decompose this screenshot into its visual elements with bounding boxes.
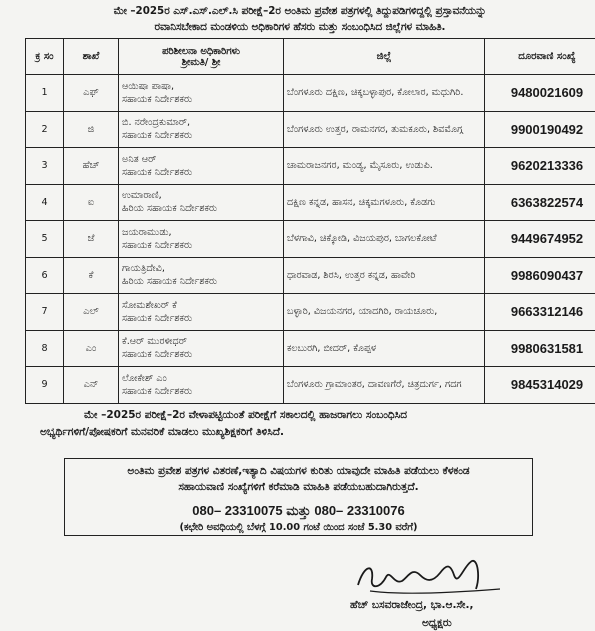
cell-districts: ಬೆಳಗಾವಿ, ಚಿಕ್ಕೋಡಿ, ವಿಜಯಪುರ, ಬಾಗಲಕೋಟೆ xyxy=(284,221,485,258)
cell-districts: ಧಾರವಾಡ, ಶಿರಸಿ, ಉತ್ತರ ಕನ್ನಡ, ಹಾವೇರಿ xyxy=(284,257,485,294)
table-row xyxy=(26,257,595,294)
officer-name: ಆಯಿಷಾ ಪಾಷಾ, xyxy=(122,80,175,92)
header-officer-sub: ಶ್ರೀಮತಿ/ ಶ್ರೀ xyxy=(181,56,221,68)
header-sno: ಕ್ರ ಸಂ xyxy=(26,39,64,75)
cell-officer xyxy=(119,367,284,404)
table-header-row xyxy=(26,39,595,75)
table-row xyxy=(26,367,595,404)
helpline-box xyxy=(64,458,533,536)
signatory-title: ಅಧ್ಯಕ್ಷರು xyxy=(422,617,452,629)
cell-section: ಐ xyxy=(64,184,119,221)
paragraph-line-2: ಅಭ್ಯರ್ಥಿಗಳಿಗೆ/ಪೋಷಕರಿಗೆ ಮನವರಿಕೆ ಮಾಡಲು ಮುಖ್ಯಶಿಕ್ಷಕರಿಗೆ ತಿಳಿಸಿದೆ. xyxy=(40,426,285,438)
table-row xyxy=(26,221,595,258)
cell-phone: 9845314029 xyxy=(485,367,595,404)
cell-section: ಕೆ xyxy=(64,257,119,294)
signatory-name: ಹೆಚ್ ಬಸವರಾಜೇಂದ್ರ, ಭಾ.ಆ.ಸೇ., xyxy=(350,599,474,611)
helpline-line-2: ಸಹಾಯವಾಣಿ ಸಂಖ್ಯೆಗಳಿಗೆ ಕರೆಮಾಡಿ ಮಾಹಿತಿ ಪಡೆಯಬಹುದಾಗಿರುತ್ತದೆ. xyxy=(178,481,419,493)
officer-name: ಉಮಾರಾಣಿ, xyxy=(122,190,162,202)
paragraph-line-1: ಮೇ –2025ರ ಪರೀಕ್ಷೆ–2ರ ವೇಳಾಪಟ್ಟಿಯಂತೆ ಪರೀಕ್ಷೆಗೆ ಸಕಾಲದಲ್ಲಿ ಹಾಜರಾಗಲು ಸಂಬಂಧಿಸಿದ xyxy=(84,409,408,421)
cell-districts: ಬೆಂಗಳೂರು ಉತ್ತರ, ರಾಮನಗರ, ತುಮಕೂರು, ಶಿವಮೊಗ್ಗ xyxy=(284,111,485,148)
cell-phone: 9900190492 xyxy=(485,111,595,148)
officer-title: ಸಹಾಯಕ ನಿರ್ದೇಶಕರು xyxy=(122,93,193,105)
officer-title: ಸಹಾಯಕ ನಿರ್ದೇಶಕರು xyxy=(122,312,193,324)
table-row xyxy=(26,111,595,148)
table-row xyxy=(26,330,595,367)
cell-section: ಜೆ xyxy=(64,221,119,258)
cell-officer xyxy=(119,184,284,221)
cell-sno: 6 xyxy=(26,257,64,294)
heading-line-1: ಮೇ –2025ರ ಎಸ್.ಎಸ್.ಎಲ್.ಸಿ ಪರೀಕ್ಷೆ–2ರ ಅಂತಿಮ ಪ್ರವೇಶ ಪತ್ರಗಳಲ್ಲಿ ತಿದ್ದುಪಡಿಗಳಿದ್ದಲ್ಲಿ ಪ್ರಸ್ತಾವನೆಯನ್ನು xyxy=(113,5,487,17)
table-row xyxy=(26,294,595,331)
cell-districts: ದಕ್ಷಿಣ ಕನ್ನಡ, ಹಾಸನ, ಚಿಕ್ಕಮಗಳೂರು, ಕೊಡಗು xyxy=(284,184,485,221)
officer-title: ಸಹಾಯಕ ನಿರ್ದೇಶಕರು xyxy=(122,166,193,178)
table-row xyxy=(26,184,595,221)
cell-sno: 3 xyxy=(26,148,64,185)
officer-name: ಕೆ.ಆರ್ ಮುರಳೀಧರ್ xyxy=(122,336,187,348)
office-hours: (ಕಛೇರಿ ಅವಧಿಯಲ್ಲಿ ಬೆಳಗ್ಗೆ 10.00 ಗಂಟೆ ಯಿಂದ ಸಂಜೆ 5.30 ವರೆಗೆ) xyxy=(179,522,418,533)
cell-section: ಎಂ xyxy=(64,330,119,367)
officer-name: ಅನಿತ ಆರ್ xyxy=(122,153,157,165)
instruction-paragraph xyxy=(40,407,580,441)
cell-districts: ಬಳ್ಳಾರಿ, ವಿಜಯನಗರ, ಯಾದಗಿರಿ, ರಾಯಚೂರು, xyxy=(284,294,485,331)
header-section: ಶಾಖೆ xyxy=(64,39,119,75)
cell-phone: 9980631581 xyxy=(485,330,595,367)
cell-sno: 5 xyxy=(26,221,64,258)
cell-section: ಎಲ್ xyxy=(64,294,119,331)
header-officer xyxy=(119,39,284,75)
cell-phone: 9449674952 xyxy=(485,221,595,258)
cell-phone: 9620213336 xyxy=(485,148,595,185)
cell-section: ಹೆಚ್ xyxy=(64,148,119,185)
cell-officer xyxy=(119,294,284,331)
cell-phone: 9480021609 xyxy=(485,75,595,112)
officer-title: ಸಹಾಯಕ ನಿರ್ದೇಶಕರು xyxy=(122,239,193,251)
cell-phone: 6363822574 xyxy=(485,184,595,221)
cell-sno: 1 xyxy=(26,75,64,112)
header-phone: ದೂರವಾಣಿ ಸಂಖ್ಯೆ xyxy=(485,39,595,75)
cell-officer xyxy=(119,221,284,258)
heading-line-2: ರವಾನಿಸಬೇಕಾದ ಮಂಡಳಿಯ ಅಧಿಕಾರಿಗಳ ಹೆಸರು ಮತ್ತು ಸಂಬಂಧಿಸಿದ ಜಿಲ್ಲೆಗಳ ಮಾಹಿತಿ. xyxy=(154,21,446,33)
officer-name: ಬಿ. ನರೇಂದ್ರಕುಮಾರ್, xyxy=(122,117,191,129)
officer-title: ಹಿರಿಯ ಸಹಾಯಕ ನಿರ್ದೇಶಕರು xyxy=(122,203,218,215)
table-row xyxy=(26,75,595,112)
officer-title: ಸಹಾಯಕ ನಿರ್ದೇಶಕರು xyxy=(122,385,193,397)
header-officer-label: ಪರಿಶೀಲನಾ ಅಧಿಕಾರಿಗಳು xyxy=(162,45,240,57)
cell-section: ಜಿ xyxy=(64,111,119,148)
cell-section: ಎಫ್ xyxy=(64,75,119,112)
header-district: ಜಿಲ್ಲೆ xyxy=(284,39,485,75)
cell-section: ಎನ್ xyxy=(64,367,119,404)
officer-name: ಗಾಯತ್ರಿದೇವಿ, xyxy=(122,263,165,275)
cell-districts: ಬೆಂಗಳೂರು ದಕ್ಷಿಣ, ಚಿಕ್ಕಬಳ್ಳಾಪುರ, ಕೋಲಾರ, ಮಧುಗಿರಿ. xyxy=(284,75,485,112)
signature-image xyxy=(350,555,510,599)
cell-phone: 9663312146 xyxy=(485,294,595,331)
cell-sno: 8 xyxy=(26,330,64,367)
cell-sno: 7 xyxy=(26,294,64,331)
cell-sno: 4 xyxy=(26,184,64,221)
cell-officer xyxy=(119,148,284,185)
officer-title: ಸಹಾಯಕ ನಿರ್ದೇಶಕರು xyxy=(122,130,193,142)
cell-districts: ಕಲಬುರಗಿ, ಬೀದರ್, ಕೊಪ್ಪಳ xyxy=(284,330,485,367)
helpline-phones: 080– 23310075 ಮತ್ತು 080– 23310076 xyxy=(192,503,405,518)
cell-officer xyxy=(119,111,284,148)
cell-phone: 9986090437 xyxy=(485,257,595,294)
table-row xyxy=(26,148,595,185)
helpline-line-1: ಅಂತಿಮ ಪ್ರವೇಶ ಪತ್ರಗಳ ವಿತರಣೆ,ಇತ್ಯಾದಿ ವಿಷಯಗಳ ಕುರಿತು ಯಾವುದೇ ಮಾಹಿತಿ ಪಡೆಯಲು ಕೆಳಕಂಡ xyxy=(127,465,470,477)
officer-title: ಹಿರಿಯ ಸಹಾಯಕ ನಿರ್ದೇಶಕರು xyxy=(122,276,218,288)
cell-districts: ಬೆಂಗಳೂರು ಗ್ರಾಮಾಂತರ, ದಾವಣಗೆರೆ, ಚಿತ್ರದುರ್ಗ, ಗದಗ xyxy=(284,367,485,404)
officer-name: ಸೋಮಶೇಖರ್ ಕೆ xyxy=(122,299,177,311)
cell-sno: 9 xyxy=(26,367,64,404)
officer-name: ಲೋಕೇಶ್ ಎಂ xyxy=(122,372,167,384)
cell-districts: ಚಾಮರಾಜನಗರ, ಮಂಡ್ಯ, ಮೈಸೂರು, ಉಡುಪಿ. xyxy=(284,148,485,185)
cell-officer xyxy=(119,257,284,294)
cell-officer xyxy=(119,75,284,112)
officers-table xyxy=(25,38,595,404)
document-heading xyxy=(14,3,586,35)
officer-title: ಸಹಾಯಕ ನಿರ್ದೇಶಕರು xyxy=(122,349,193,361)
cell-sno: 2 xyxy=(26,111,64,148)
officer-name: ಜಯರಾಮುಡು, xyxy=(122,226,172,238)
cell-officer xyxy=(119,330,284,367)
